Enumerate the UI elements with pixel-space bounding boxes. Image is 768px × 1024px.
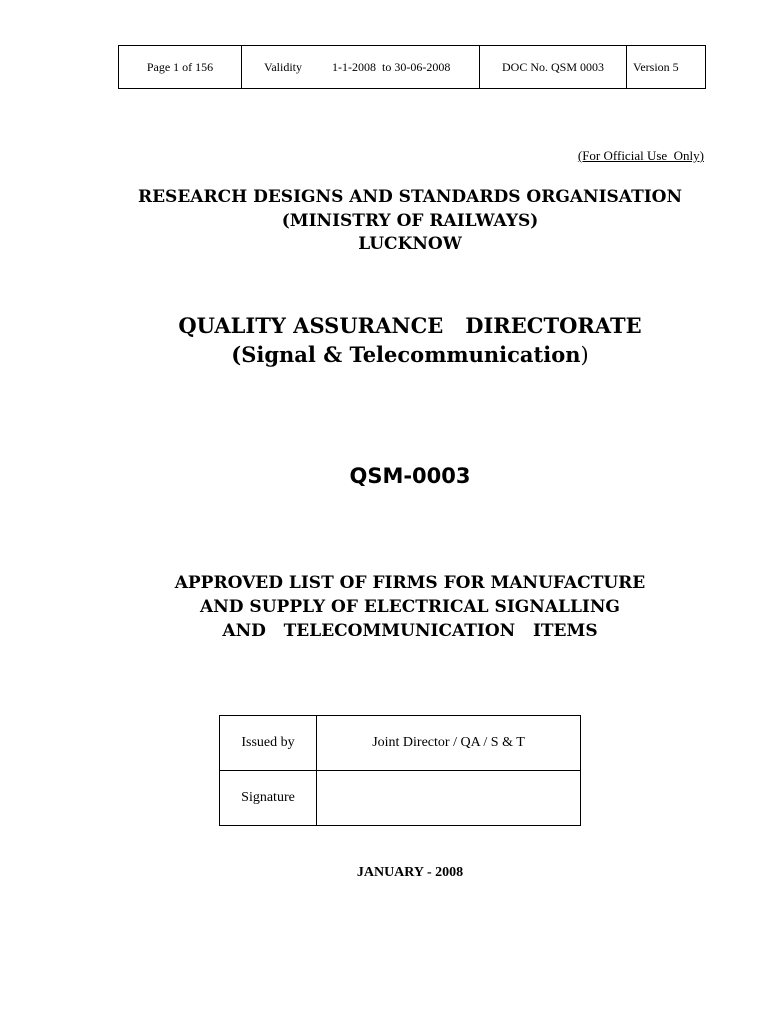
document-code: QSM-0003 — [349, 464, 471, 488]
signature-value — [317, 771, 581, 826]
organisation-block — [0, 186, 768, 257]
validity-label: Validity — [264, 59, 302, 74]
issue-table — [219, 715, 581, 826]
directorate-subtitle: (Signal & Telecommunication — [231, 342, 581, 367]
doc-number: DOC No. QSM 0003 — [480, 46, 627, 89]
version: Version 5 — [627, 46, 706, 89]
validity-range: 1-1-2008 to 30-06-2008 — [332, 59, 451, 74]
document-date: JANUARY - 2008 — [356, 865, 464, 880]
city-name: LUCKNOW — [358, 234, 462, 254]
signature-label: Signature — [220, 771, 317, 826]
description-line-3: AND TELECOMMUNICATION ITEMS — [222, 621, 598, 641]
description-line-1: APPROVED LIST OF FIRMS FOR MANUFACTURE — [174, 573, 646, 593]
description-block — [0, 571, 768, 643]
issued-by-value: Joint Director / QA / S & T — [317, 716, 581, 771]
header-table — [118, 45, 706, 89]
issued-by-label: Issued by — [220, 716, 317, 771]
directorate-subtitle-line — [0, 340, 768, 370]
validity-cell — [242, 46, 480, 89]
official-use-note: (For Official Use Only) — [577, 148, 704, 163]
description-line-2: AND SUPPLY OF ELECTRICAL SIGNALLING — [200, 597, 620, 617]
page-number: Page 1 of 156 — [119, 46, 242, 89]
organisation-name: RESEARCH DESIGNS AND STANDARDS ORGANISATION — [137, 187, 683, 207]
ministry-name: (MINISTRY OF RAILWAYS) — [281, 210, 539, 231]
directorate-subtitle-close: ) — [580, 343, 589, 367]
directorate-title: QUALITY ASSURANCE DIRECTORATE — [178, 313, 642, 338]
directorate-block — [0, 311, 768, 370]
